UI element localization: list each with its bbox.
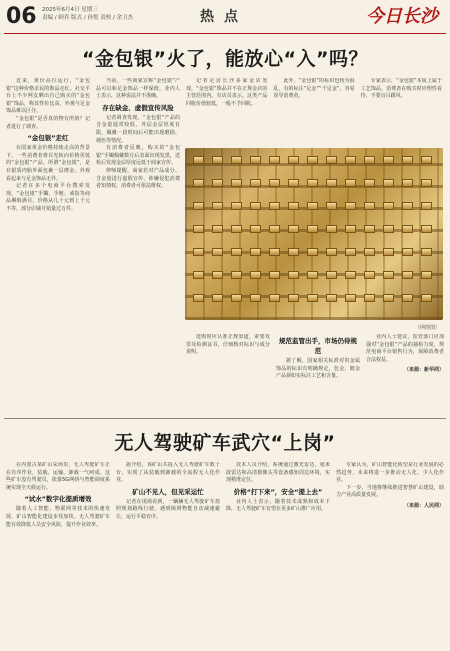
gold-piece <box>193 294 204 302</box>
gold-piece <box>269 294 280 302</box>
gold-piece <box>269 225 280 233</box>
paragraph: 业内人士表示，随着技术成熟和成本下降，无人驾驶矿车有望在更多矿山推广应用。 <box>226 498 330 513</box>
article1-col4 <box>276 334 360 406</box>
gold-piece <box>212 225 223 233</box>
gold-piece <box>307 248 318 256</box>
paragraph: 下一步，当地将继续推进智慧矿山建设，助力产业高质量发展。 <box>336 484 444 499</box>
gold-piece <box>326 248 337 256</box>
gold-piece <box>193 225 204 233</box>
gold-piece <box>307 294 318 302</box>
gold-piece <box>193 248 204 256</box>
gold-piece <box>212 202 223 210</box>
gold-piece <box>231 248 242 256</box>
article2-col2 <box>116 462 220 646</box>
issue-meta <box>42 6 133 22</box>
gold-piece <box>288 156 299 164</box>
gold-piece <box>307 156 318 164</box>
gold-piece <box>383 248 394 256</box>
gold-piece <box>345 179 356 187</box>
gold-piece <box>269 271 280 279</box>
gold-piece <box>231 156 242 164</box>
gold-piece <box>250 179 261 187</box>
gold-piece <box>345 225 356 233</box>
gold-piece <box>402 271 413 279</box>
paragraph: 专家认为，矿山智能化转型是行业发展的必然趋势，未来将进一步推动无人化、少人化作业。 <box>336 462 444 484</box>
gold-piece <box>212 294 223 302</box>
gold-piece <box>193 271 204 279</box>
article2-source: （来源：人民网） <box>403 502 444 509</box>
gold-piece <box>364 271 375 279</box>
gold-piece <box>345 156 356 164</box>
gold-piece <box>212 248 223 256</box>
paragraph: 记者走访长沙多家金店发现，“金包银”饰品并不在正规金店的主营范围内。有店员表示，这类产品回收价值较低，一般不予回收。 <box>186 78 268 107</box>
gold-piece <box>193 179 204 187</box>
gold-piece <box>421 271 432 279</box>
gold-piece <box>364 248 375 256</box>
gold-piece <box>383 179 394 187</box>
gold-piece <box>345 202 356 210</box>
article-divider <box>4 418 446 419</box>
gold-piece <box>364 179 375 187</box>
gold-piece <box>364 202 375 210</box>
paragraph: 记者在多个电商平台搜索发现，“金包银”手镯、手链、戒指等商品琳琅满目，价格从几十元到上千元不等，部分店铺月销量过万件。 <box>6 183 90 212</box>
gold-piece <box>250 271 261 279</box>
article2-col1 <box>6 462 110 646</box>
subheading: 规范监管出手，市场仍待规范 <box>279 337 357 355</box>
gold-piece <box>326 202 337 210</box>
gold-piece <box>326 294 337 302</box>
gold-piece <box>269 156 280 164</box>
paragraph: 据介绍，该矿山共投入无人驾驶矿车数十台，实现了从装载到卸载的全流程无人化作业。 <box>116 462 220 484</box>
paragraph: 记者调查发现，“金包银”产品的含金量通常较低，外层金层厚度有限，佩戴一段时间后可能出现磨损、褪色等情况。 <box>96 114 180 144</box>
gold-piece <box>307 225 318 233</box>
paragraph: 近来，黄价高位运行，“金包银”这种价格亲民的饰品走红。社交平台上不少网友晒出自己购买的“金包银”饰品，称其性价比高，外观与足金饰品难以区分。 <box>6 78 90 115</box>
gold-piece <box>269 248 280 256</box>
article1-source: （来源：新华网） <box>403 367 444 374</box>
gold-piece <box>250 156 261 164</box>
paragraph: 有消费者反映，购买的“金包银”手镯佩戴数月后表面出现发黑，送检后发现金层厚度远低于商家宣传。 <box>96 145 180 167</box>
gold-piece <box>231 179 242 187</box>
article2-col4 <box>336 462 444 646</box>
gold-piece <box>288 248 299 256</box>
subheading: 价格“打下来”，安全“提上去” <box>233 487 323 496</box>
subheading: “金包银”走红 <box>27 134 69 143</box>
gold-piece <box>326 271 337 279</box>
paragraph: 当前，一些商家宣称“金包银”产品可以和足金饰品一样保值。业内人士表示，这种说法并不准确。 <box>96 78 180 100</box>
gold-piece <box>383 294 394 302</box>
gold-piece <box>231 271 242 279</box>
header-rule <box>4 33 446 34</box>
gold-piece <box>288 225 299 233</box>
gold-piece <box>345 248 356 256</box>
paragraph: 在内蒙古某矿山采场里，无人驾驶矿车正在有序作业，装载、运输、卸载一气呵成。这些矿车没有驾驶员，依靠5G网络与智能调度系统实现全天候运行。 <box>6 462 110 491</box>
gold-piece <box>345 294 356 302</box>
gold-piece <box>402 179 413 187</box>
page-number: 06 <box>6 4 37 29</box>
gold-piece <box>269 202 280 210</box>
gold-piece <box>383 202 394 210</box>
gold-piece <box>288 202 299 210</box>
gold-piece <box>383 156 394 164</box>
paragraph: “金包银”是否真的物有所值？记者进行了调查。 <box>6 115 90 130</box>
section-name: 热点 <box>200 9 248 25</box>
gold-piece <box>383 271 394 279</box>
paragraph: 业内人士建议，监管部门应加强对“金包银”产品的抽检力度，规范电商平台销售行为，保障消费者合法权益。 <box>366 334 444 363</box>
gold-piece <box>288 294 299 302</box>
gold-piece <box>326 156 337 164</box>
gold-piece <box>421 294 432 302</box>
paragraph: 在国家黄金价格持续走高的背景下，一些消费者将目光转向价格更低的“金包银”产品。所谓“金包银”，是在银质内胎外面包裹一层薄金，外观看起来与足金饰品无异。 <box>6 145 90 182</box>
date-line: 2025年6月4日 星期三 <box>42 7 98 13</box>
gold-piece <box>421 156 432 164</box>
gold-piece <box>402 294 413 302</box>
article1-top-right <box>186 78 442 144</box>
gold-piece <box>364 294 375 302</box>
subheading: “试水”数字化提质增效 <box>24 495 92 504</box>
gold-piece <box>402 156 413 164</box>
article1-col3 <box>186 334 270 406</box>
article1-col1 <box>6 78 90 328</box>
gold-piece <box>250 202 261 210</box>
paragraph: 随着人工智能、物联网等技术的快速发展，矿山智能化建设步伐加快。无人驾驶矿车能有效降低人员安全风险，提升作业效率。 <box>6 506 110 528</box>
gold-piece <box>364 156 375 164</box>
paragraph: 专家表示，“金包银”本质上属于工艺饰品，消费者在购买时应理性看待，不要盲目跟风。 <box>360 78 442 100</box>
gold-piece <box>250 294 261 302</box>
gold-piece <box>307 179 318 187</box>
gold-piece <box>212 156 223 164</box>
gold-piece <box>212 179 223 187</box>
article1-col2 <box>96 78 180 328</box>
gold-piece <box>402 248 413 256</box>
gold-jewelry-photo <box>185 148 443 320</box>
paragraph: 据了解，国家相关标准对贵金属饰品的标识有明确规定，包金、镀金产品须如实标注工艺和含量。 <box>276 358 360 380</box>
gold-piece <box>307 202 318 210</box>
gold-piece <box>421 202 432 210</box>
gold-piece <box>231 294 242 302</box>
gold-piece <box>326 225 337 233</box>
gold-piece <box>212 271 223 279</box>
gold-piece <box>402 202 413 210</box>
gold-piece <box>326 179 337 187</box>
gold-piece <box>402 225 413 233</box>
gold-piece <box>364 225 375 233</box>
gold-piece <box>193 156 204 164</box>
gold-piece <box>421 179 432 187</box>
gold-piece <box>307 271 318 279</box>
editors-line: 责编 / 顾乔 版式 / 孙悦 责校 / 余卫杰 <box>42 15 134 21</box>
paragraph: 此外，“金包银”的标识也较为混乱，有的标注“足金”“千足金”，容易误导消费者。 <box>273 78 355 100</box>
newspaper-logo: 今日长沙 <box>366 6 438 27</box>
gold-piece <box>231 202 242 210</box>
gold-piece <box>383 225 394 233</box>
gold-piece <box>421 248 432 256</box>
page-header <box>0 0 450 34</box>
paragraph: 律师提醒，商家若对产品成分、含金量进行虚假宣传，涉嫌侵犯消费者知情权，消费者可依法维权。 <box>96 167 180 190</box>
article2-title: 无人驾驶矿车武穴“上岗” <box>114 432 336 454</box>
gold-piece <box>345 271 356 279</box>
photo-caption: （网络图） <box>414 325 440 331</box>
paragraph: 选购时应认准正规渠道，索要发票及检测证书，仔细核对标识与成分说明。 <box>186 334 270 356</box>
article1-col5 <box>366 334 444 406</box>
gold-piece <box>288 271 299 279</box>
article1-title: “金包银”火了，能放心“入”吗？ <box>82 48 368 70</box>
gold-piece <box>250 248 261 256</box>
gold-piece <box>250 225 261 233</box>
paragraph: 技术人员介绍，系统通过激光雷达、毫米波雷达和高清摄像头等设备感知周边环境，实现精准定位。 <box>226 462 330 484</box>
paragraph: 记者在现场看到，一辆辆无人驾驶矿车按照规划路线行驶，遇到障碍物能自动减速避让，运行平稳有序。 <box>116 498 220 520</box>
gold-piece <box>269 179 280 187</box>
article2-col3 <box>226 462 330 646</box>
subheading: 存在缺金、虚假宣传风险 <box>102 103 174 112</box>
gold-piece <box>193 202 204 210</box>
gold-piece <box>288 179 299 187</box>
gold-piece <box>421 225 432 233</box>
subheading: 矿山不见人，但见采运忙 <box>132 487 204 496</box>
gold-piece <box>231 225 242 233</box>
